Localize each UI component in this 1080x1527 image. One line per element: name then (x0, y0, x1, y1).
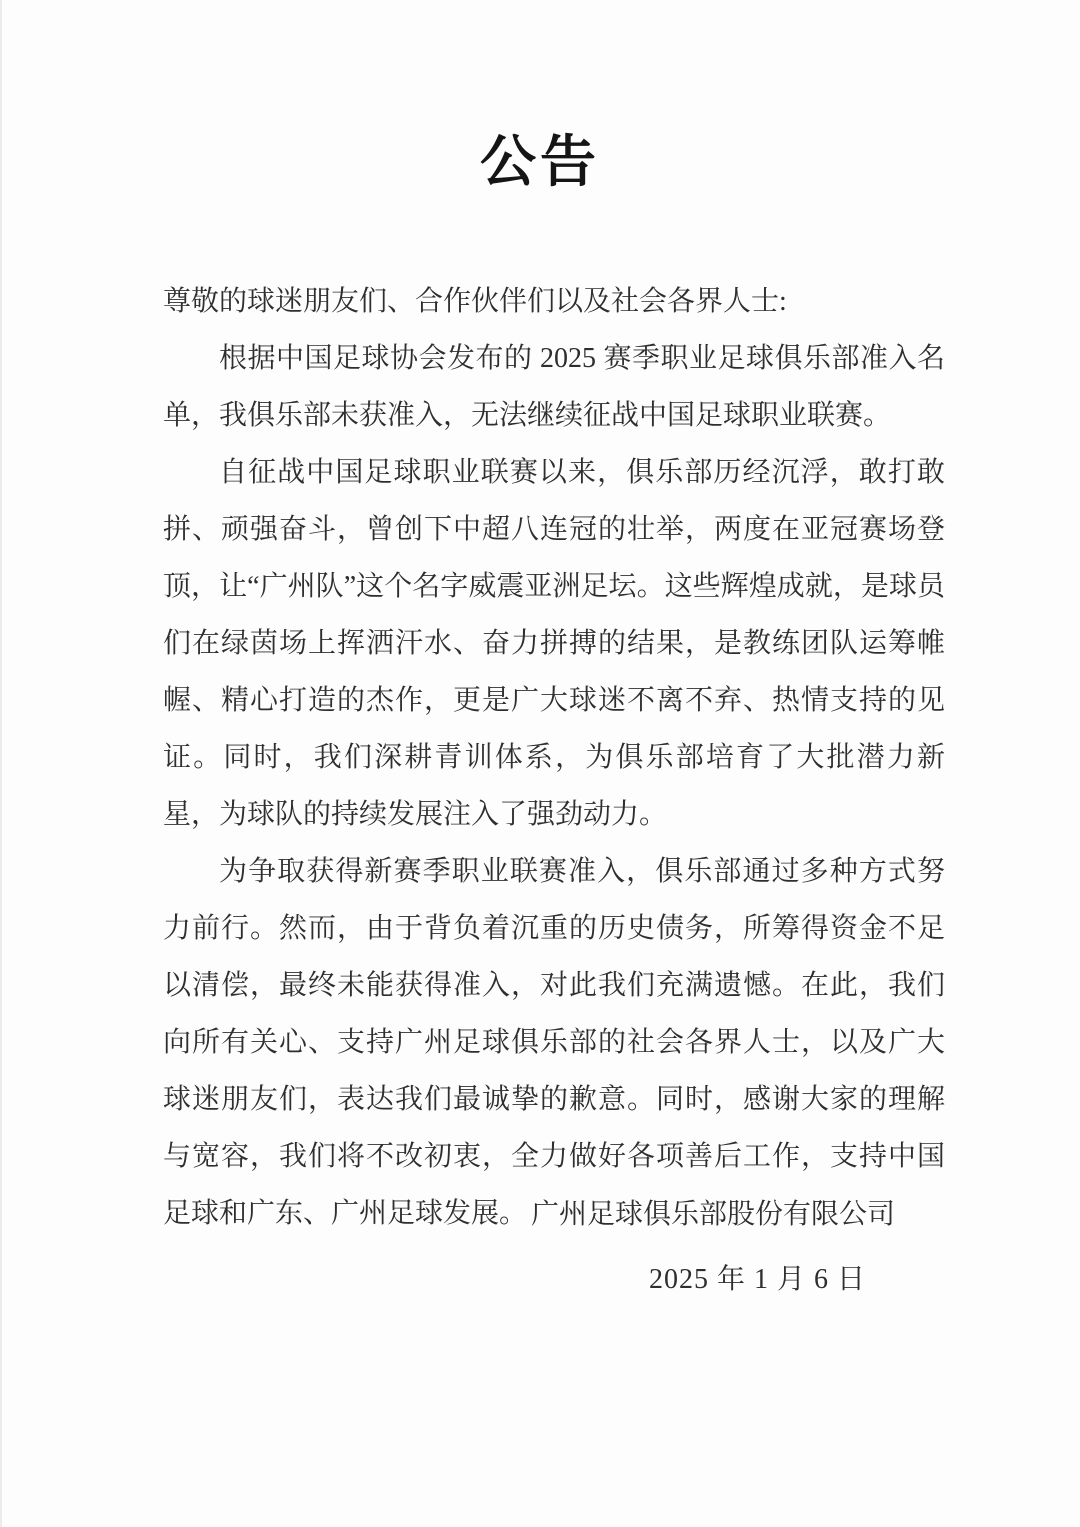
announcement-body (163, 273, 945, 1242)
announcement-title: 公告 (480, 132, 600, 194)
paragraph-accreditation-result: 根据中国足球协会发布的 2025 赛季职业足球俱乐部准入名单，我俱乐部未获准入，无法继续征战中国足球职业联赛。 (163, 343, 945, 431)
announcement-date: 2025 年 1 月 6 日 (648, 1264, 866, 1295)
paragraph-apology: 为争取获得新赛季职业联赛准入，俱乐部通过多种方式努力前行。然而，由于背负着沉重的历史债务，所筹得资金不足以清偿，最终未能获得准入，对此我们充满遗憾。在此，我们向所有关心、支持广州足球俱乐部的社会各界人士，以及广大球迷朋友们，表达我们最诚挚的歉意。同时，感谢大家的理解与宽容，我们将不改初衷，全力做好各项善后工作，支持中国足球和广东、广州足球发展。 (163, 856, 945, 1229)
salutation-line: 尊敬的球迷朋友们、合作伙伴们以及社会各界人士: (163, 286, 787, 317)
signature-company-name: 广州足球俱乐部股份有限公司 (530, 1199, 895, 1230)
paragraph-club-history: 自征战中国足球职业联赛以来，俱乐部历经沉浮，敢打敢拼、顽强奋斗，曾创下中超八连冠的壮举，两度在亚冠赛场登顶，让“广州队”这个名字威震亚洲足坛。这些辉煌成就，是球员们在绿茵场上挥洒汗水、奋力拼搏的结果，是教练团队运筹帷幄、精心打造的杰作，更是广大球迷不离不弃、热情支持的见证。同时，我们深耕青训体系，为俱乐部培育了大批潜力新星，为球队的持续发展注入了强劲动力。 (163, 457, 945, 830)
